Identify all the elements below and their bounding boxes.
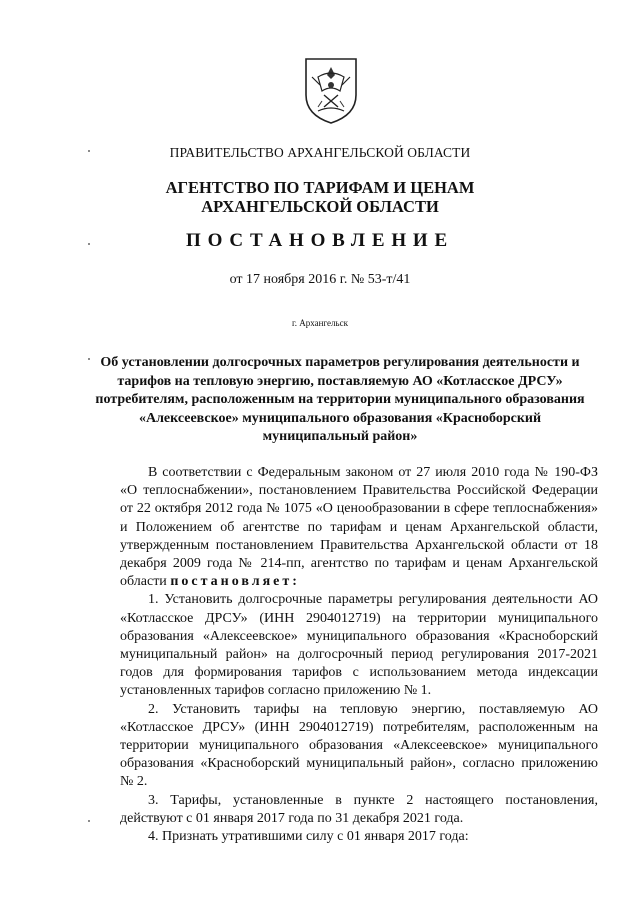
document-body [120, 464, 598, 846]
document-title: Об установлении долгосрочных параметров регулирования деятельности и тарифов на тепловую энергию, поставляемую АО «Котласское ДРСУ» потребителям, расположенным на территории муниципального образования «Алексеевское» муниципального образования «Красноборский муниципальный район» [95, 355, 585, 444]
preamble-text: В соответствии с Федеральным законом от 27 июля 2010 года № 190-ФЗ «О теплоснабжении», постановлением Правительства Российской Федерации от 22 октября 2012 года № 1075 «О ценообразовании в сфере теплоснабжения» и Положением об агентстве по тарифам и ценам Архангельской области, утвержденным постановлением Правительства Архангельской области от 18 декабря 2009 года № 214-пп, агентство по тарифам и ценам Архангельской области [120, 465, 598, 590]
coat-of-arms-icon [300, 55, 362, 125]
item-3: 3. Тарифы, установленные в пункте 2 настоящего постановления, действуют с 01 января 2017 года по 31 декабря 2021 года. [120, 792, 598, 826]
item-2: 2. Установить тарифы на тепловую энергию, поставляемую АО «Котласское ДРСУ» (ИНН 2904012719) потребителям, расположенным на территории муниципального образования «Алексеевское» муниципального образования «Красноборский муниципальный район», согласно приложению № 2. [120, 701, 598, 790]
item-1: 1. Установить долгосрочные параметры регулирования деятельности АО «Котласское ДРСУ» (ИНН 2904012719) на территории муниципального образования «Алексеевское» муниципального образования «Красноборский муниципальный район» на долгосрочный период регулирования 2017-2021 годов для формирования тарифов с использованием метода индексации установленных тарифов согласно приложению № 1. [120, 592, 598, 699]
agency-name-line1: АГЕНТСТВО ПО ТАРИФАМ И ЦЕНАМ [165, 178, 475, 197]
agency-name-line2: АРХАНГЕЛЬСКОЙ ОБЛАСТИ [201, 197, 439, 216]
resolves-word: постановляет: [170, 574, 300, 590]
scan-speck [88, 150, 90, 152]
scan-speck [88, 358, 90, 360]
preamble-paragraph [120, 464, 598, 591]
item-4: 4. Признать утратившими силу с 01 января 2017 года: [148, 829, 469, 845]
city: г. Архангельск [292, 318, 348, 328]
agency-name [60, 178, 580, 216]
scan-speck [88, 820, 90, 822]
government-name: ПРАВИТЕЛЬСТВО АРХАНГЕЛЬСКОЙ ОБЛАСТИ [169, 145, 471, 160]
date-number: от 17 ноября 2016 г. № 53-т/41 [229, 272, 411, 287]
document-type: ПОСТАНОВЛЕНИЕ [186, 230, 454, 251]
scan-speck [88, 243, 90, 245]
